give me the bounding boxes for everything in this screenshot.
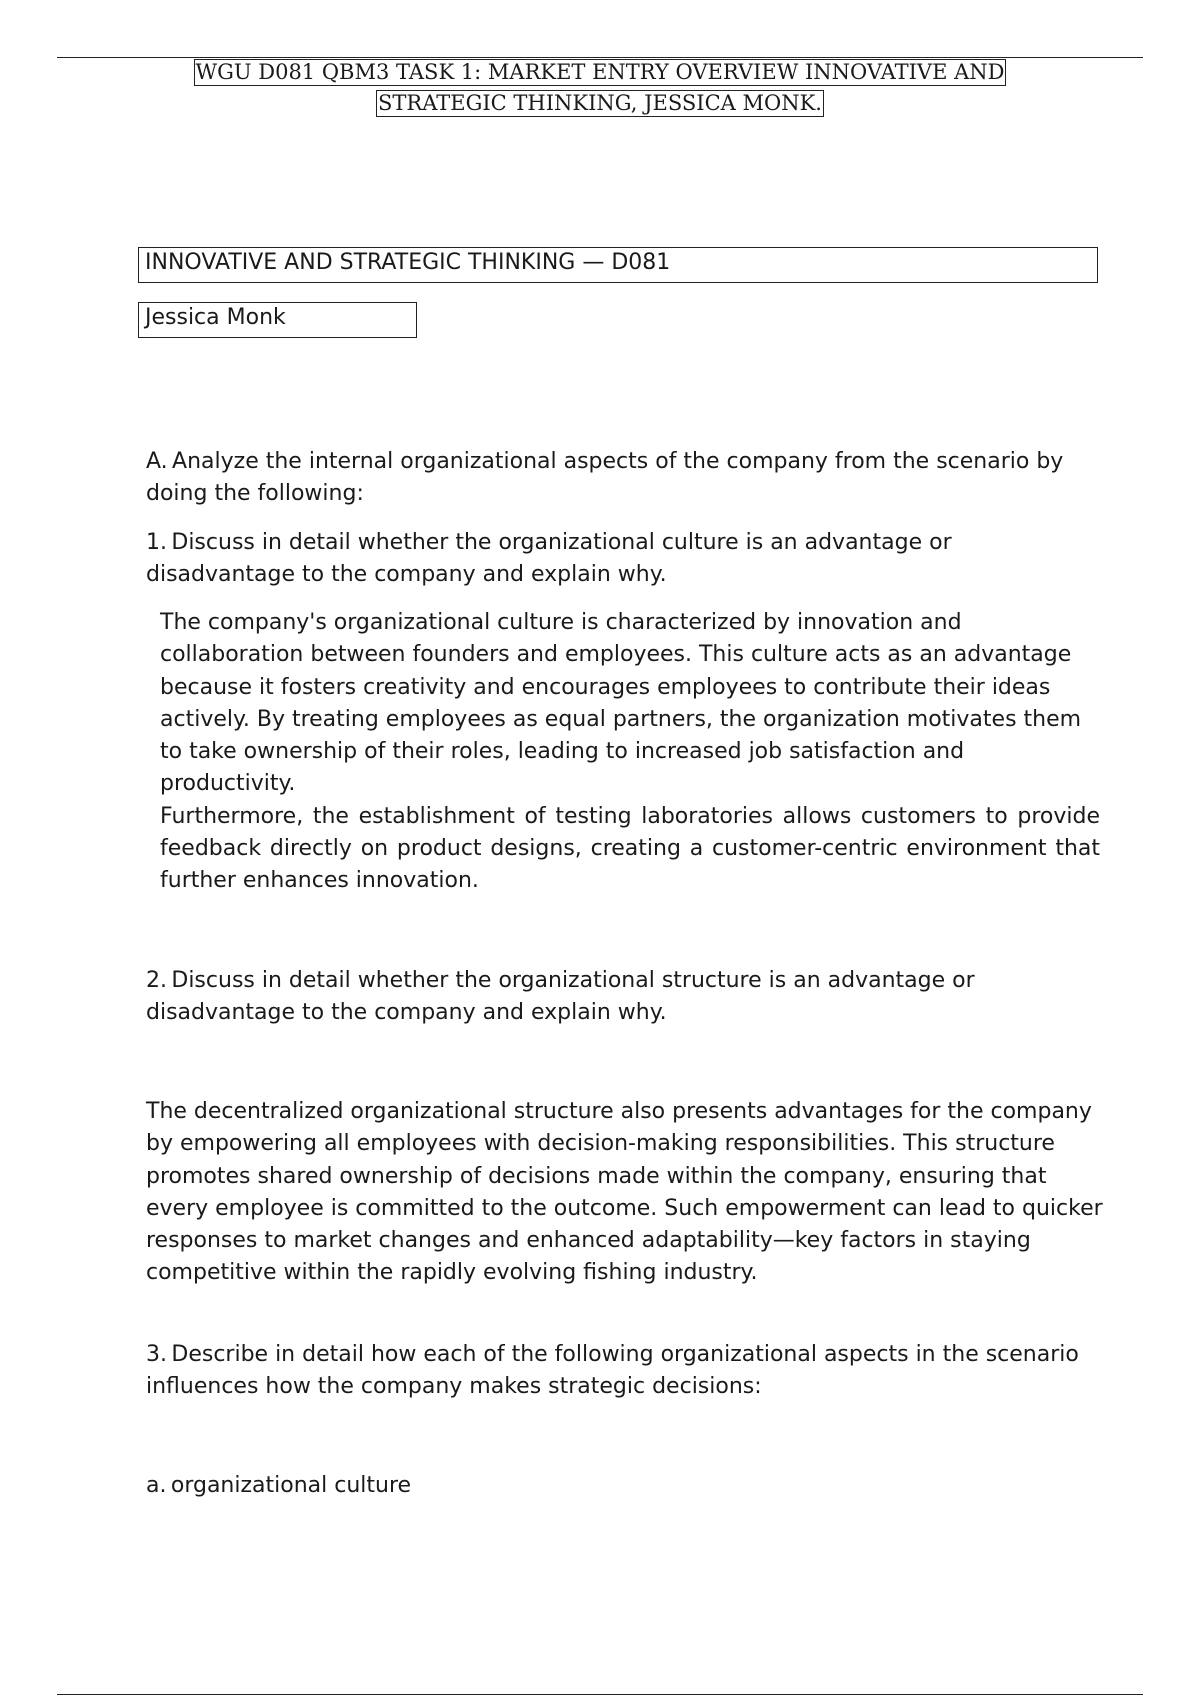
bottom-rule xyxy=(57,1694,1143,1695)
header-line-1: WGU D081 QBM3 TASK 1: MARKET ENTRY OVERVIEW INNOVATIVE AND xyxy=(195,60,1005,84)
question-1-prompt: 1. Discuss in detail whether the organizational culture is an advantage or disadvantage to the company and explain why. xyxy=(146,530,952,588)
question-1-answer-paragraph-2: Furthermore, the establishment of testing laboratories allows customers to provide feedback directly on product designs, creating a customer-centric environment that further enhances innovation. xyxy=(160,803,1100,894)
question-1-answer-paragraph-1: The company's organizational culture is characterized by innovation and collaboration between founders and employees. This culture acts as an advantage because it fosters creativity and encourages employees to contribute their ideas actively. By treating employees as equal partners, the organization motivates them to take ownership of their roles, leading to increased job satisfaction and productivity. xyxy=(160,610,1082,797)
header-line-2: STRATEGIC THINKING, JESSICA MONK. xyxy=(378,91,822,115)
question-1-answer xyxy=(160,607,1100,898)
author-name: Jessica Monk xyxy=(138,302,417,338)
question-3a-prompt: a. organizational culture xyxy=(146,1473,412,1498)
question-2-answer: The decentralized organizational structure also presents advantages for the company by empowering all employees with decision-making responsibilities. This structure promotes shared ownership of decisions made within the company, ensuring that every employee is committed to the outcome. Such empowerment can lead to quicker responses to market changes and enhanced adaptability—key factors in staying competitive within the rapidly evolving fishing industry. xyxy=(146,1099,1103,1286)
section-a-prompt: A. Analyze the internal organizational aspects of the company from the scenario by doing the following: xyxy=(146,449,1064,507)
document-header xyxy=(0,58,1200,120)
question-2-prompt: 2. Discuss in detail whether the organizational structure is an advantage or disadvantage to the company and explain why. xyxy=(146,968,975,1026)
question-3-prompt: 3. Describe in detail how each of the following organizational aspects in the scenario influences how the company makes strategic decisions: xyxy=(146,1342,1079,1400)
course-title: INNOVATIVE AND STRATEGIC THINKING — D081 xyxy=(138,247,1098,283)
